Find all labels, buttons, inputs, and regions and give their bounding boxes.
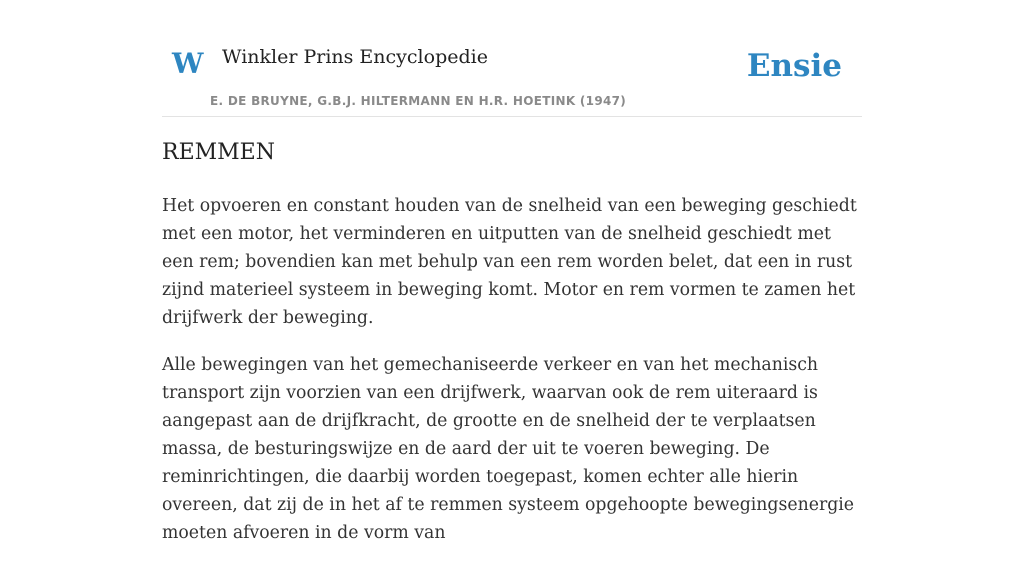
article-title: REMMEN xyxy=(162,140,275,165)
article-body xyxy=(162,192,862,566)
source-authors: E. DE BRUYNE, G.B.J. HILTERMANN EN H.R. HOETINK (1947) xyxy=(210,94,627,108)
brand-logo[interactable]: Ensie xyxy=(746,48,842,84)
source-header xyxy=(162,0,862,117)
article-paragraph: Het opvoeren en constant houden van de snelheid van een beweging geschiedt met een motor, het verminderen en uitputten van de snelheid geschiedt met een rem; bovendien kan met behulp van een rem worden belet, dat een in rust zijnd materieel systeem in beweging komt. Motor en rem vormen te zamen het drijfwerk der beweging. xyxy=(162,196,857,328)
article-paragraph: Alle bewegingen van het gemechaniseerde verkeer en van het mechanisch transport zijn voorzien van een drijfwerk, waarvan ook de rem uiteraard is aangepast aan de drijfkracht, de grootte en de snelheid der te verplaatsen massa, de besturingswijze en de aard der uit te voeren beweging. De reminrichtingen, die daarbij worden toegepast, komen echter alle hierin overeen, dat zij de in het af te remmen systeem opgehoopte bewegingsenergie moeten afvoeren in de vorm van xyxy=(162,355,855,543)
source-title[interactable]: Winkler Prins Encyclopedie xyxy=(222,46,488,68)
source-logo[interactable]: W xyxy=(172,47,204,80)
